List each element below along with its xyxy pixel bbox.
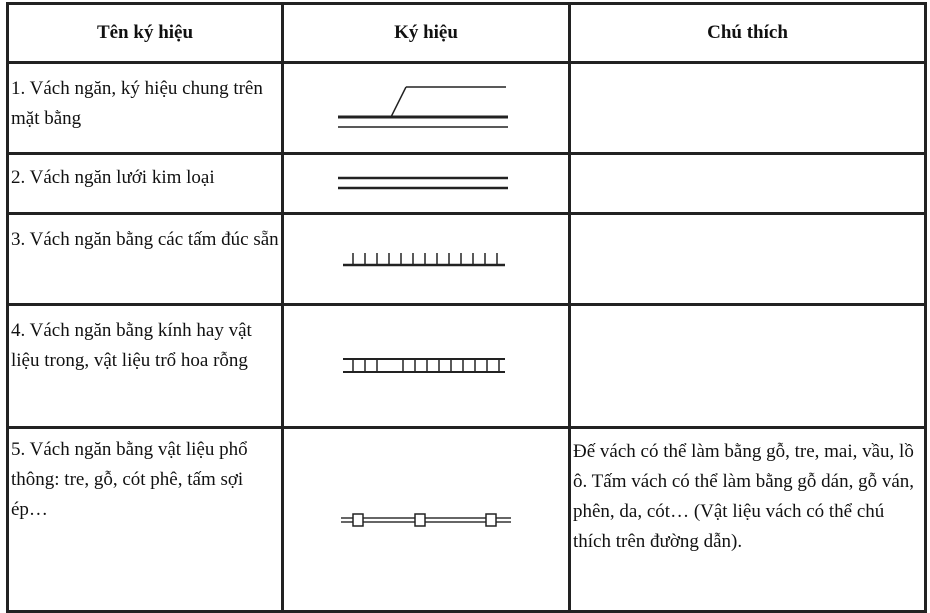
note-cell xyxy=(570,63,926,154)
symbol-name-cell: 5. Vách ngăn bằng vật liệu phổ thông: tre, gỗ, cót phê, tấm sợi ép… xyxy=(8,428,283,612)
symbol-cell xyxy=(283,63,570,154)
note-cell xyxy=(570,305,926,428)
table-row xyxy=(8,63,926,154)
symbol-name-cell: 4. Vách ngăn bằng kính hay vật liệu trong, vật liệu trổ hoa rỗng xyxy=(8,305,283,428)
partition-precast-panel-symbol-icon xyxy=(341,250,511,268)
table-row xyxy=(8,214,926,305)
header-symbol-name: Tên ký hiệu xyxy=(8,4,283,63)
partition-symbols-table xyxy=(6,2,927,613)
partition-metal-mesh-symbol-icon xyxy=(336,174,516,194)
header-symbol: Ký hiệu xyxy=(283,4,570,63)
table-row xyxy=(8,428,926,612)
note-cell xyxy=(570,214,926,305)
symbol-cell xyxy=(283,428,570,612)
table-header-row xyxy=(8,4,926,63)
table-row xyxy=(8,154,926,214)
table-row xyxy=(8,305,926,428)
header-note: Chú thích xyxy=(570,4,926,63)
symbol-name-cell: 2. Vách ngăn lưới kim loại xyxy=(8,154,283,214)
note-cell xyxy=(570,154,926,214)
partition-general-symbol-icon xyxy=(336,83,516,133)
symbol-cell xyxy=(283,154,570,214)
partition-common-material-symbol-icon xyxy=(339,512,514,528)
symbol-cell xyxy=(283,214,570,305)
symbol-name-cell: 3. Vách ngăn bằng các tấm đúc sẵn xyxy=(8,214,283,305)
note-cell: Đế vách có thể làm bằng gỗ, tre, mai, vầu, lồ ô. Tấm vách có thể làm bằng gỗ dán, gỗ ván, phên, da, cót… (Vật liệu vách có thể chú thích trên đường dẫn). xyxy=(570,428,926,612)
partition-glass-symbol-icon xyxy=(341,356,511,376)
symbol-cell xyxy=(283,305,570,428)
symbol-name-cell: 1. Vách ngăn, ký hiệu chung trên mặt bằng xyxy=(8,63,283,154)
